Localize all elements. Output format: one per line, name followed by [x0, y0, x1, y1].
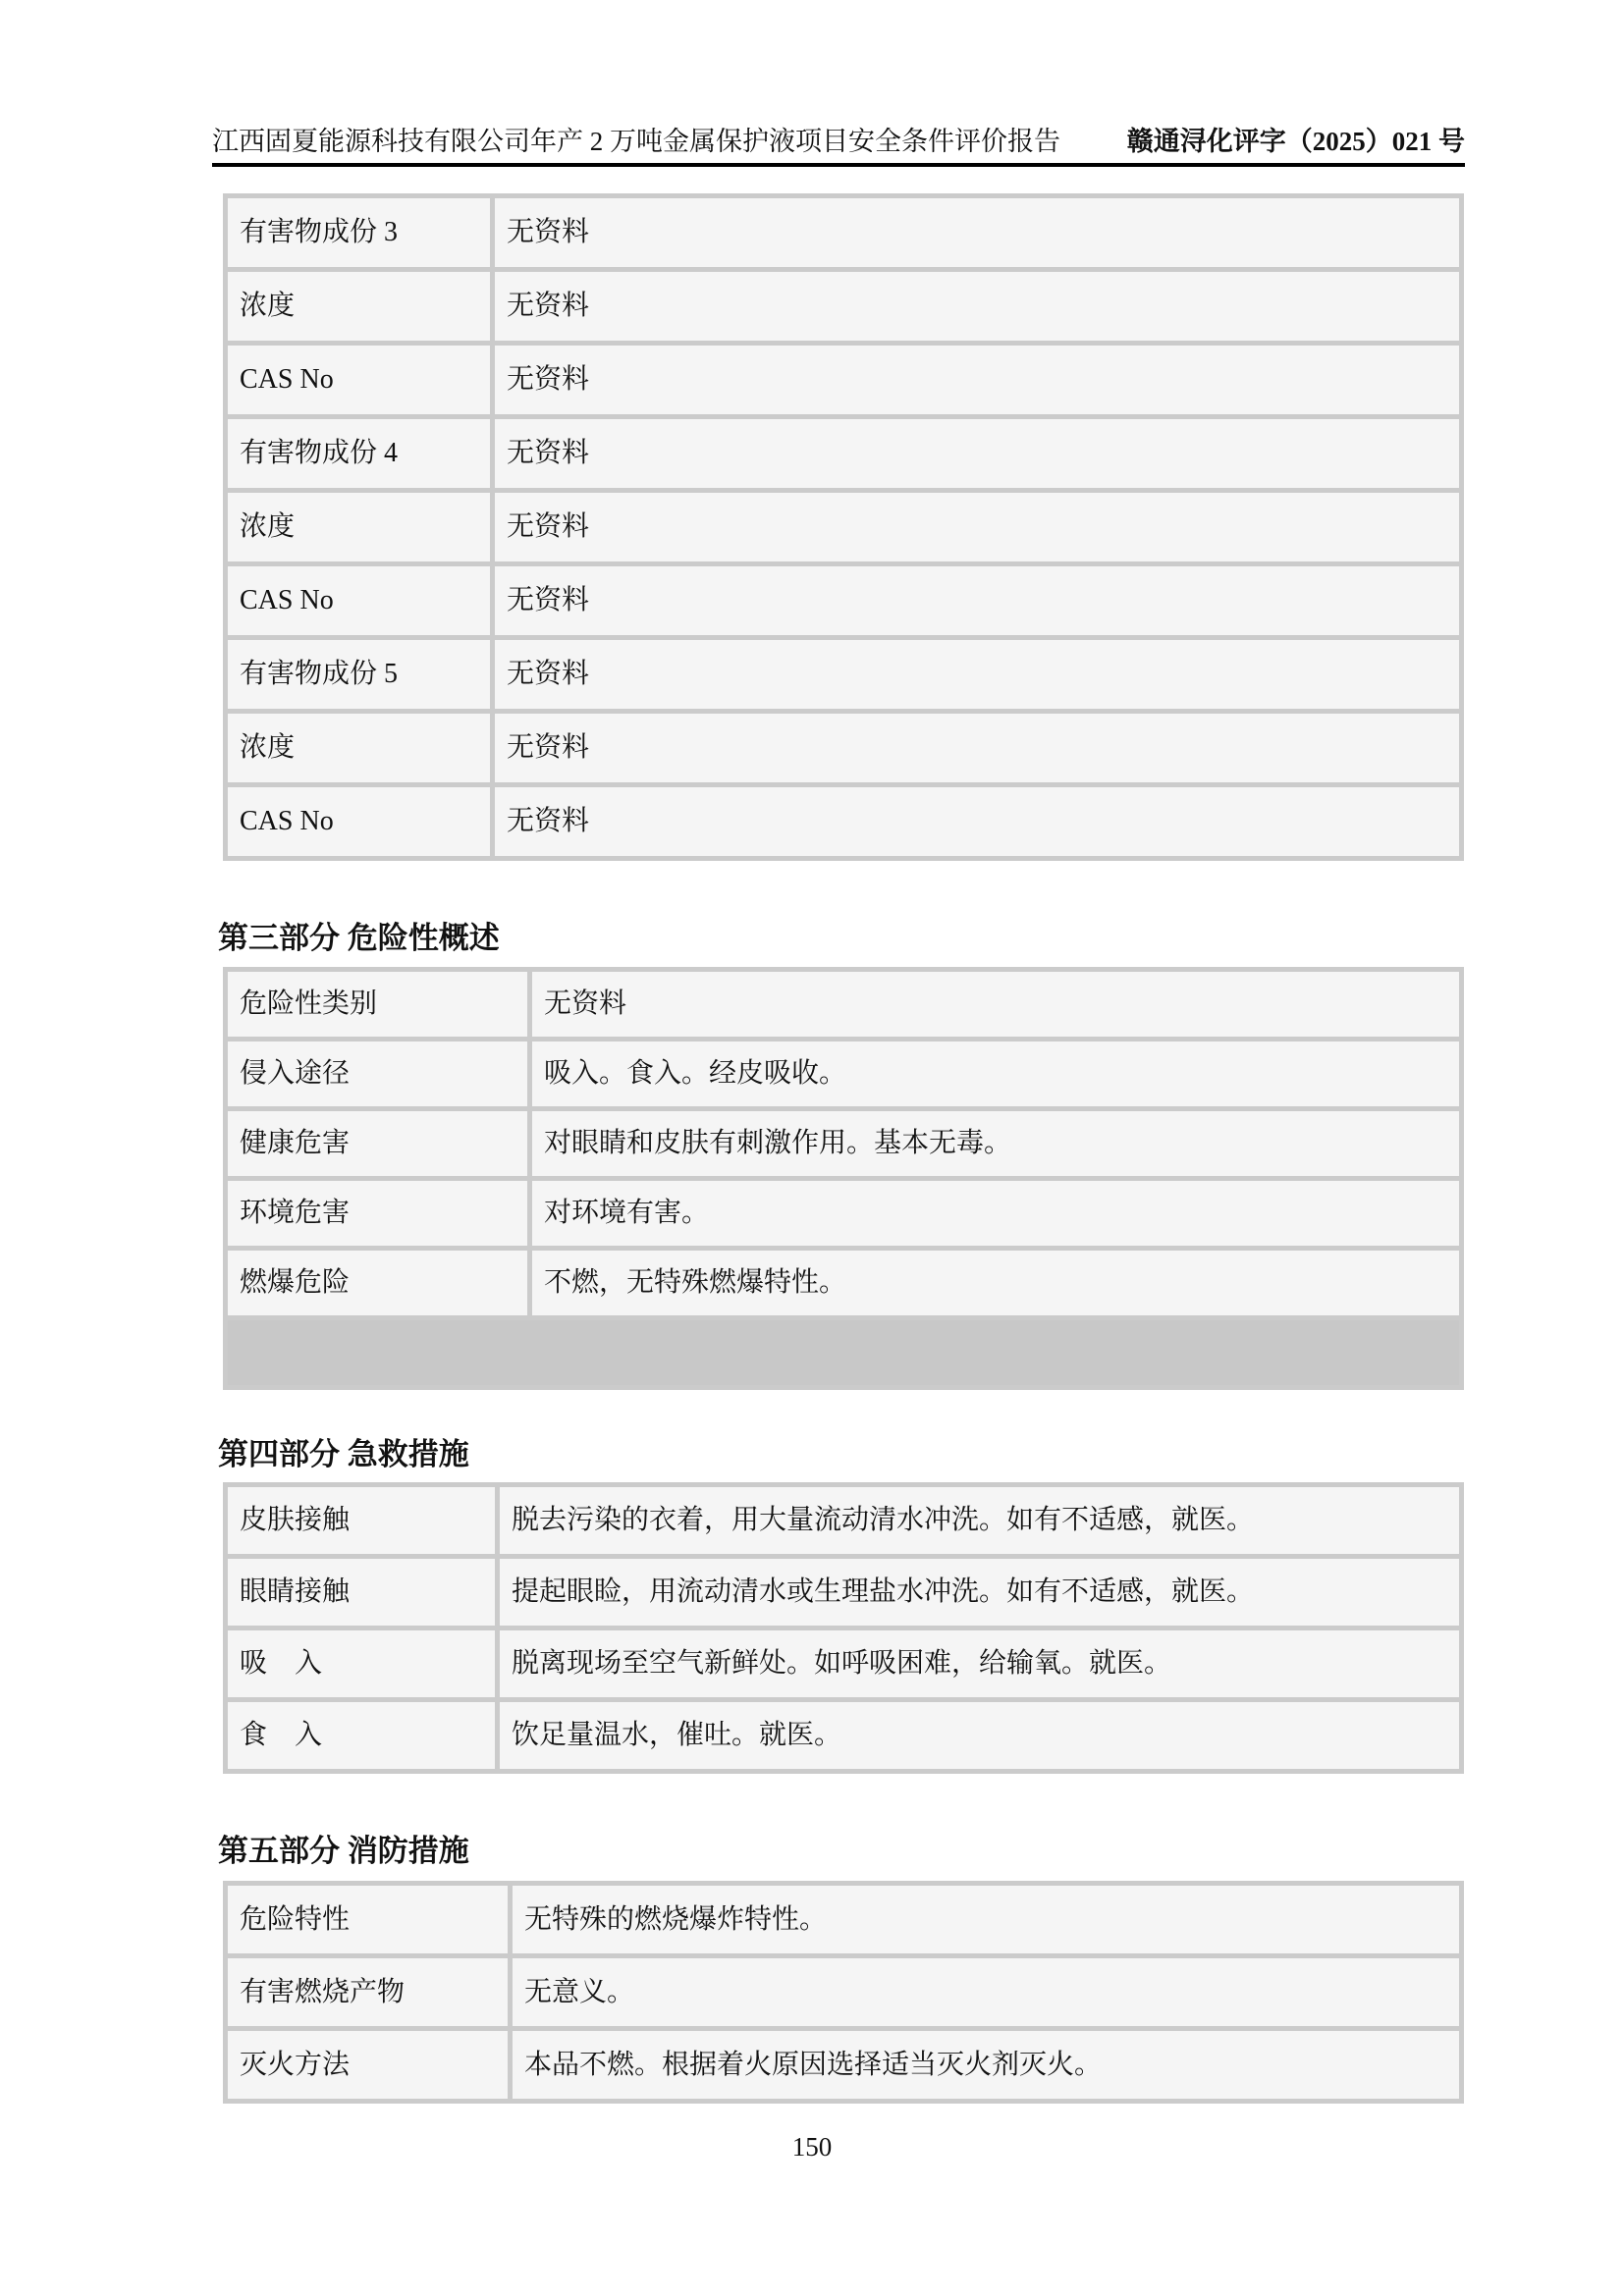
row-label: 侵入途径 [228, 1041, 527, 1106]
row-label: 燃爆危险 [228, 1251, 527, 1315]
row-value: 脱离现场至空气新鲜处。如呼吸困难，给输氧。就医。 [500, 1630, 1459, 1697]
row-value: 本品不燃。根据着火原因选择适当灭火剂灭火。 [513, 2031, 1459, 2099]
row-label: 危险特性 [228, 1886, 508, 1953]
page-number: 150 [791, 2132, 833, 2162]
table-row [228, 1559, 1459, 1626]
table-row [228, 1958, 1459, 2026]
row-value: 提起眼睑，用流动清水或生理盐水冲洗。如有不适感，就医。 [500, 1559, 1459, 1626]
row-label: 皮肤接触 [228, 1487, 495, 1554]
table-row [228, 1041, 1459, 1106]
row-value: 无资料 [495, 640, 1459, 709]
gray-spacer-row [228, 1320, 1459, 1385]
table-row [228, 1181, 1459, 1246]
row-label: 有害物成份 4 [228, 419, 490, 488]
row-label: CAS No [228, 346, 490, 414]
fire-fighting-table [223, 1881, 1464, 2104]
row-value: 无资料 [495, 787, 1459, 856]
section-heading-first-aid: 第四部分 急救措施 [218, 1437, 469, 1471]
hazardous-components-table [223, 193, 1464, 861]
table-row [228, 640, 1459, 709]
table-row [228, 1702, 1459, 1769]
section-heading-hazard-overview: 第三部分 危险性概述 [218, 921, 500, 955]
row-value: 无资料 [495, 198, 1459, 267]
row-value: 脱去污染的衣着，用大量流动清水冲洗。如有不适感，就医。 [500, 1487, 1459, 1554]
row-label: 吸 入 [228, 1630, 495, 1697]
table-row [228, 566, 1459, 635]
row-value: 无资料 [495, 419, 1459, 488]
table-row [228, 272, 1459, 341]
row-label: 有害物成份 3 [228, 198, 490, 267]
row-label: 有害物成份 5 [228, 640, 490, 709]
row-label: 危险性类别 [228, 972, 527, 1037]
row-label: 浓度 [228, 272, 490, 341]
table-row [228, 1111, 1459, 1176]
hazard-overview-table [223, 967, 1464, 1390]
row-label: 灭火方法 [228, 2031, 508, 2099]
row-value: 无特殊的燃烧爆炸特性。 [513, 1886, 1459, 1953]
row-value: 无资料 [495, 493, 1459, 561]
row-value: 吸入。食入。经皮吸收。 [532, 1041, 1459, 1106]
header-doc-number: 赣通浔化评字（2025）021 号 [1126, 127, 1465, 156]
row-value: 无资料 [495, 566, 1459, 635]
table-row [228, 1886, 1459, 1953]
gray-spacer-cell [228, 1320, 1459, 1385]
table-row [228, 419, 1459, 488]
table-row [228, 2031, 1459, 2099]
row-value: 无资料 [495, 714, 1459, 782]
row-value: 无意义。 [513, 1958, 1459, 2026]
row-label: 浓度 [228, 714, 490, 782]
first-aid-table [223, 1482, 1464, 1774]
table-row [228, 972, 1459, 1037]
row-label: 有害燃烧产物 [228, 1958, 508, 2026]
row-label: 环境危害 [228, 1181, 527, 1246]
row-label: 浓度 [228, 493, 490, 561]
row-value: 无资料 [495, 346, 1459, 414]
header-report-title: 江西固夏能源科技有限公司年产 2 万吨金属保护液项目安全条件评价报告 [212, 127, 1060, 156]
table-row [228, 787, 1459, 856]
table-row [228, 1630, 1459, 1697]
row-value: 无资料 [532, 972, 1459, 1037]
row-label: CAS No [228, 566, 490, 635]
row-value: 对环境有害。 [532, 1181, 1459, 1246]
row-value: 饮足量温水，催吐。就医。 [500, 1702, 1459, 1769]
row-value: 无资料 [495, 272, 1459, 341]
table-row [228, 346, 1459, 414]
row-value: 对眼睛和皮肤有刺激作用。基本无毒。 [532, 1111, 1459, 1176]
table-row [228, 198, 1459, 267]
table-row [228, 493, 1459, 561]
table-row [228, 1487, 1459, 1554]
table-row [228, 1251, 1459, 1315]
page-header [212, 124, 1465, 167]
row-label: 食 入 [228, 1702, 495, 1769]
table-row [228, 714, 1459, 782]
row-label: 眼睛接触 [228, 1559, 495, 1626]
row-label: CAS No [228, 787, 490, 856]
section-heading-fire-fighting: 第五部分 消防措施 [218, 1834, 469, 1868]
row-label: 健康危害 [228, 1111, 527, 1176]
row-value: 不燃，无特殊燃爆特性。 [532, 1251, 1459, 1315]
